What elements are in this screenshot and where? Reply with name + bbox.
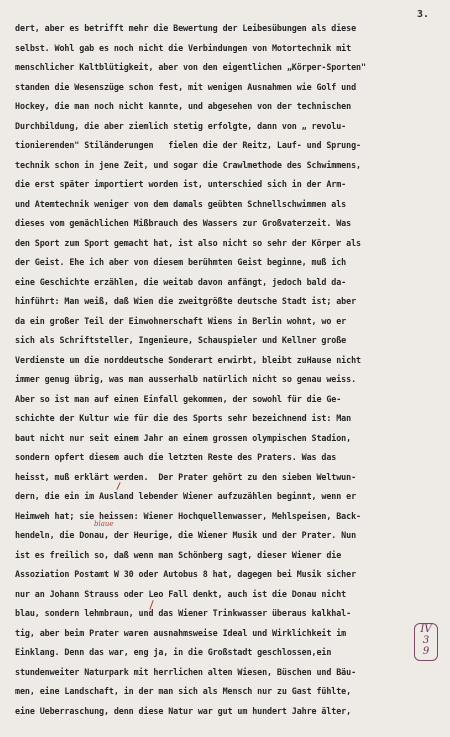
text-line: Durchbildung, die aber ziemlich stetig erfolgte, dann von „ revolu-: [15, 120, 347, 131]
text-line: immer genug übrig, was man ausserhalb natürlich nicht so genau weiss.: [15, 374, 357, 384]
text-line: da ein großer Teil der Einwohnerschaft Wiens in Berlin wohnt, wo er: [15, 315, 347, 326]
text-line: stundenweiter Naturpark mit herrlichen alten Wiesen, Büschen und Bäu-: [15, 666, 357, 677]
text-line: nur an Johann Strauss oder Leo Fall denkt, auch ist die Donau nicht: [15, 588, 347, 599]
text-line: Assoziation Postamt W 30 oder Autobus 8 hat, dagegen bei Musik sicher: [15, 569, 357, 579]
handwritten-correction-blaue: blaue: [94, 520, 114, 528]
archival-margin-note: [414, 623, 438, 661]
text-line: die erst später importiert worden ist, unterschied sich in der Arm-: [15, 179, 347, 189]
text-line: dieses vom gemächlichen Mißbrauch des Wassers zur Großvaterzeit. Was: [15, 218, 352, 228]
margin-note-bottom: 9: [422, 646, 430, 657]
text-line: menschlicher Kaltblütigkeit, aber von den eigentlichen „Körper-Sporten": [15, 62, 366, 72]
text-line: hinführt: Man weiß, daß Wien die zweitgrößte deutsche Stadt ist; aber: [15, 296, 357, 306]
text-line: hendeln, die Donau, der Heurige, die Wiener Musik und der Prater. Nun: [15, 530, 357, 540]
text-line: baut nicht nur seit einem Jahr an einem grossen olympischen Stadion,: [15, 432, 352, 443]
margin-note-top: IV: [420, 624, 432, 635]
text-line: eine Geschichte erzählen, die weitab davon anfängt, jedoch bald da-: [15, 276, 347, 287]
text-line: sondern opfert diesem auch die letzten Reste des Praters. Was das: [15, 452, 337, 462]
text-line: eine Ueberraschung, denn diese Natur war gut um hundert Jahre älter,: [15, 705, 352, 716]
text-line: und Atemtechnik weniger von dem damals geübten Schnellschwimmen als: [15, 198, 347, 209]
text-line: Verdienste um die norddeutsche Sonderart erwirbt, bleibt zuHause nicht: [15, 354, 361, 365]
text-line: Heimweh hat; sie heissen: Wiener Hochquellenwasser, Mehlspeisen, Back-: [15, 510, 361, 521]
text-line: dert, aber es betrifft mehr die Bewertung der Leibesübungen als diese: [15, 23, 357, 33]
page-number: 3.: [416, 9, 429, 20]
text-line: tionierenden" Stiländerungen fielen die der Reitz, Lauf- und Sprung-: [15, 140, 361, 150]
text-line: standen die Wesenszüge schon fest, mit wenigen Ausnahmen wie Golf und: [15, 81, 357, 92]
text-line: den Sport zum Sport gemacht hat, ist also nicht so sehr der Körper als: [15, 237, 361, 248]
text-line: Einklang. Denn das war, eng ja, in die Großstadt geschlossen,ein: [15, 647, 332, 657]
text-line: Aber so ist man auf einen Einfall gekommen, der sowohl für die Ge-: [15, 393, 342, 404]
text-line: selbst. Wohl gab es noch nicht die Verbindungen von Motortechnik mit: [15, 42, 352, 53]
text-line: dern, die ein im Ausland lebender Wiener aufzuzählen beginnt, wenn er: [15, 491, 357, 501]
text-line: schichte der Kultur wie für die des Sports sehr bezeichnend ist: Man: [15, 413, 352, 423]
text-line: technik schon in jene Zeit, und sogar die Crawlmethode des Schwimmens,: [15, 159, 361, 170]
text-line: ist es freilich so, daß wenn man Schönberg sagt, dieser Wiener die: [15, 549, 342, 560]
text-line: der Geist. Ehe ich aber von diesem berühmten Geist beginne, muß ich: [15, 257, 347, 267]
text-line: heisst, muß erklärt werden. Der Prater gehört zu den sieben Weltwun-: [15, 471, 357, 482]
text-line: blau, sondern lehmbraun, und das Wiener Trinkwasser überaus kalkhal-: [15, 608, 352, 618]
typescript-body: [15, 19, 440, 721]
margin-note-mid: 3: [422, 635, 430, 646]
text-line: Hockey, die man noch nicht kannte, und abgesehen von der technischen: [15, 101, 352, 111]
text-line: men, eine Landschaft, in der man sich als Mensch nur zu Gast fühlte,: [15, 686, 352, 696]
text-line: tig, aber beim Prater waren ausnahmsweise Ideal und Wirklichkeit im: [15, 627, 347, 638]
text-line: sich als Schriftsteller, Ingenieure, Schauspieler und Kellner große: [15, 335, 347, 345]
